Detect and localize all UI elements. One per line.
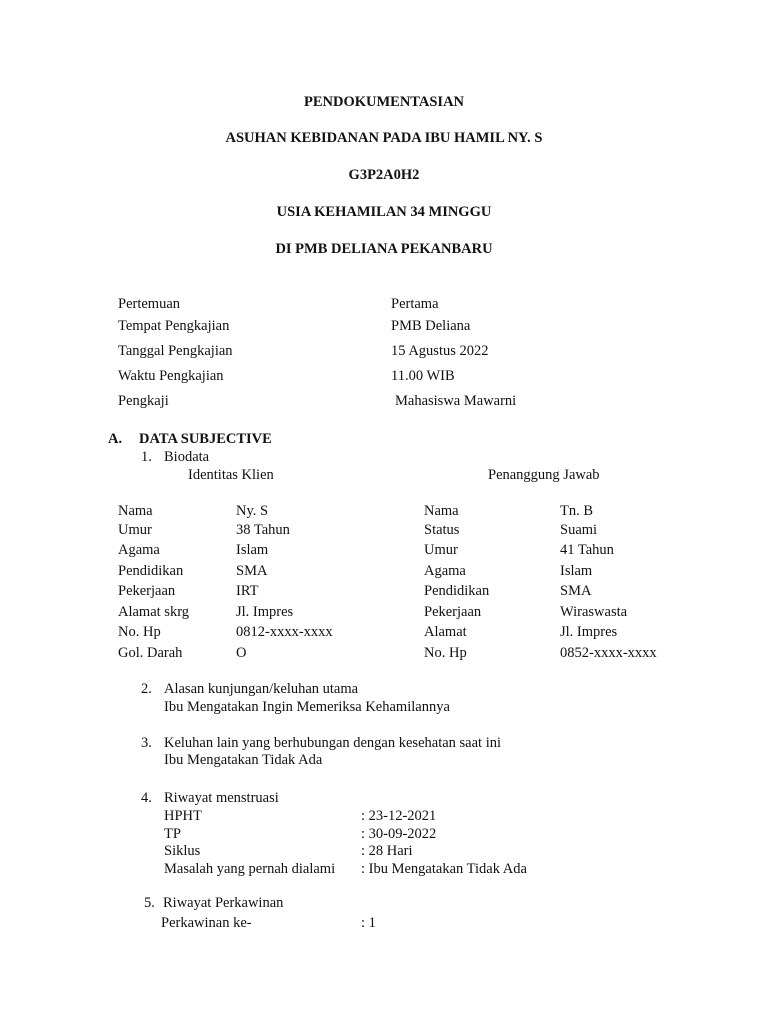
client-value: Jl. Impres [236,604,294,620]
guardian-label: Umur [424,542,458,558]
menstruation-value: : 28 Hari [361,843,413,859]
info-value-meeting: Pertama [391,296,439,312]
client-header: Identitas Klien [188,467,274,483]
guardian-label: Agama [424,563,466,579]
client-label: Agama [118,542,160,558]
info-label-place: Tempat Pengkajian [118,318,230,334]
client-label: Pendidikan [118,563,184,579]
guardian-label: No. Hp [424,645,467,661]
item-2-number: 2. [141,681,152,697]
info-value-place: PMB Deliana [391,318,471,334]
guardian-label: Pendidikan [424,583,490,599]
client-label: Alamat skrg [118,604,190,620]
info-label-assessor: Pengkaji [118,393,169,409]
section-a-title: DATA SUBJECTIVE [139,431,272,447]
info-label-time: Waktu Pengkajian [118,368,224,384]
item-4-title: Riwayat menstruasi [164,790,279,806]
client-label: No. Hp [118,624,161,640]
menstruation-label: Masalah yang pernah dialami [164,861,336,877]
client-value: O [236,645,247,661]
menstruation-value: : Ibu Mengatakan Tidak Ada [361,861,527,877]
item-3-text: Ibu Mengatakan Tidak Ada [164,752,323,768]
menstruation-label: HPHT [164,808,202,824]
title-line-4: USIA KEHAMILAN 34 MINGGU [276,204,492,220]
guardian-label: Status [424,522,460,538]
menstruation-label: TP [164,826,181,842]
client-value: IRT [236,583,259,599]
item-1-title: Biodata [164,449,210,465]
client-value: SMA [236,563,268,579]
guardian-label: Pekerjaan [424,604,482,620]
guardian-value: SMA [560,583,592,599]
guardian-value: Jl. Impres [560,624,618,640]
title-line-5: DI PMB DELIANA PEKANBARU [275,241,493,257]
guardian-value: Islam [560,563,593,579]
menstruation-value: : 30-09-2022 [361,826,437,842]
client-value: Islam [236,542,269,558]
guardian-value: 0852-xxxx-xxxx [560,645,657,661]
guardian-value: Tn. B [560,503,594,519]
item-3-title: Keluhan lain yang berhubungan dengan kesehatan saat ini [164,735,502,751]
guardian-value: Wiraswasta [560,604,628,620]
client-value: 0812-xxxx-xxxx [236,624,333,640]
item-5-number: 5. [144,895,155,911]
item-2-title: Alasan kunjungan/keluhan utama [164,681,359,697]
marriage-label: Perkawinan ke- [161,915,252,931]
client-label: Nama [118,503,153,519]
item-1-number: 1. [141,449,152,465]
client-value: 38 Tahun [236,522,290,538]
item-4-number: 4. [141,790,152,806]
marriage-value: : 1 [361,915,376,931]
title-line-1: PENDOKUMENTASIAN [303,94,465,110]
title-line-2: ASUHAN KEBIDANAN PADA IBU HAMIL NY. S [225,130,543,146]
guardian-label: Nama [424,503,459,519]
item-2-text: Ibu Mengatakan Ingin Memeriksa Kehamilannya [164,699,450,715]
title-line-3: G3P2A0H2 [348,167,420,183]
info-value-assessor: Mahasiswa Mawarni [395,393,517,409]
info-label-meeting: Pertemuan [118,296,181,312]
item-3-number: 3. [141,735,152,751]
section-a-letter: A. [108,431,123,447]
info-value-time: 11.00 WIB [391,368,455,384]
client-label: Umur [118,522,152,538]
info-value-date: 15 Agustus 2022 [391,343,489,359]
menstruation-label: Siklus [164,843,201,859]
info-label-date: Tanggal Pengkajian [118,343,233,359]
client-value: Ny. S [236,503,269,519]
client-label: Pekerjaan [118,583,176,599]
client-label: Gol. Darah [118,645,183,661]
menstruation-value: : 23-12-2021 [361,808,437,824]
item-5-title: Riwayat Perkawinan [163,895,284,911]
guardian-header: Penanggung Jawab [488,467,600,483]
guardian-value: 41 Tahun [560,542,614,558]
guardian-value: Suami [560,522,598,538]
guardian-label: Alamat [424,624,467,640]
